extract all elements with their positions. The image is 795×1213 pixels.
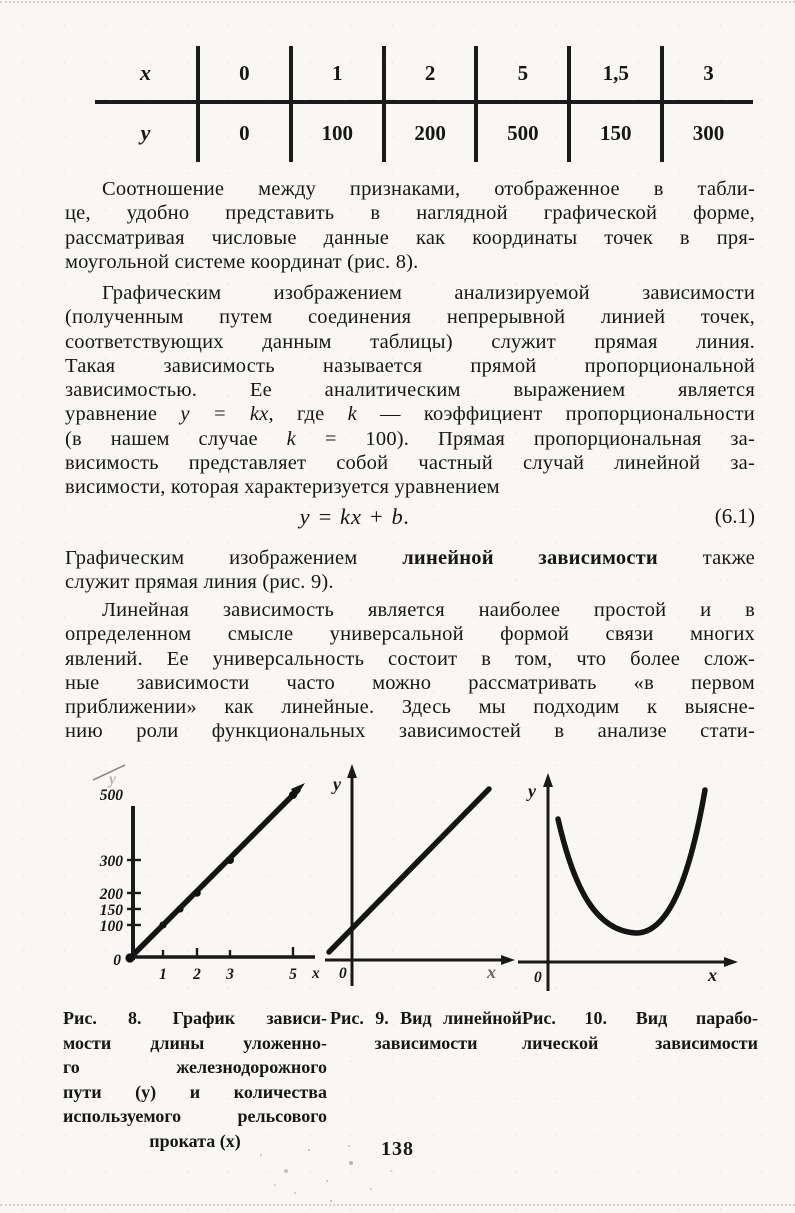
fig9-x-axis-arrowhead xyxy=(501,955,515,965)
figure-10-caption xyxy=(522,1006,758,1055)
table-cell: 300 xyxy=(660,104,753,162)
svg-text:200: 200 xyxy=(99,886,123,903)
fig10-y-axis-label: y xyxy=(528,781,536,801)
paragraph-line: висимость представляет собой частный случай линейной за- xyxy=(65,452,755,475)
fig10-y-axis-arrowhead xyxy=(543,773,553,787)
svg-text:300: 300 xyxy=(99,853,123,870)
text-segment: , где xyxy=(268,403,348,426)
table-cell: 1 xyxy=(289,46,382,100)
scan-noise-speckles xyxy=(230,1140,232,1142)
caption-line: используемого рельсового xyxy=(63,1106,327,1126)
paragraph-line: приближении» как линейные. Здесь мы подходим к выясне- xyxy=(65,696,755,719)
svg-text:0: 0 xyxy=(113,952,121,969)
caption-line: мости длины уложенно- xyxy=(63,1032,327,1053)
svg-text:100: 100 xyxy=(99,918,123,935)
paragraph-line: (полученным путем соединения непрерывной линией точек, xyxy=(65,306,755,329)
paragraph-4 xyxy=(65,598,755,744)
paragraph-line: нию роли функциональных зависимостей в анализе стати- xyxy=(65,720,755,743)
fig8-data-line xyxy=(130,790,298,958)
svg-text:5: 5 xyxy=(289,966,297,983)
table-cell: 1,5 xyxy=(567,46,660,100)
figure-9-plot xyxy=(325,762,520,994)
equation-formula: y = kx + b. xyxy=(299,504,411,529)
paragraph-line xyxy=(65,546,755,570)
display-equation xyxy=(65,504,755,540)
figure-8-plot xyxy=(65,758,330,1000)
table-row-y xyxy=(95,104,753,162)
paragraph-line: явлений. Ее универсальность состоит в том, что более слож- xyxy=(65,647,755,670)
equation-number: (6.1) xyxy=(714,504,755,528)
paragraph-line: зависимостью. Ее аналитическим выражением является xyxy=(65,379,755,402)
fig9-origin-label: 0 xyxy=(339,965,347,982)
svg-text:2: 2 xyxy=(193,966,201,983)
paragraph-line: соответствующих данным таблицы) служит прямая линия. xyxy=(65,330,755,353)
bold-phrase: линейной зависимости xyxy=(402,547,658,569)
fig10-origin-label: 0 xyxy=(534,969,542,986)
fig8-x-axis-label: x xyxy=(312,965,320,982)
paragraph-1 xyxy=(65,177,755,274)
inline-formula: y = kx xyxy=(180,403,269,426)
text-segment: уравнение xyxy=(65,403,181,426)
caption-line: зависимости xyxy=(374,1032,478,1053)
fig8-x-tick-labels xyxy=(159,966,297,983)
svg-text:500: 500 xyxy=(99,787,123,804)
paragraph-line: ные зависимости часто можно рассматривать «в первом xyxy=(65,671,755,694)
xy-data-table xyxy=(95,46,753,162)
caption-line: Рис. 10. Вид парабо- xyxy=(522,1008,758,1028)
text-segment: (в нашем случае xyxy=(65,427,287,450)
figure-8-caption xyxy=(63,1006,327,1153)
caption-line: лической зависимости xyxy=(522,1032,758,1053)
caption-line: Рис. 8. График зависи- xyxy=(63,1008,327,1028)
paragraph-line xyxy=(65,402,755,426)
scan-edge-bottom xyxy=(0,1204,795,1206)
table-row-label-y: y xyxy=(140,120,151,145)
fig9-y-axis-arrowhead xyxy=(347,764,357,778)
svg-text:3: 3 xyxy=(226,966,234,983)
svg-text:1: 1 xyxy=(159,966,167,983)
fig8-y-axis-label: y xyxy=(109,771,116,788)
fig10-parabola-curve xyxy=(558,790,705,933)
paragraph-line: Графическим изображением анализируемой зависимости xyxy=(102,282,755,304)
paragraph-3 xyxy=(65,546,755,595)
text-segment: также xyxy=(657,547,755,569)
table-cell: 200 xyxy=(382,104,475,162)
table-cell: 5 xyxy=(474,46,567,100)
paragraph-line: рассматривая числовые данные как координаты точек в пря- xyxy=(65,226,755,249)
table-cell: 150 xyxy=(567,104,660,162)
text-segment: = 100). Прямая пропорциональная за- xyxy=(295,427,755,450)
scan-edge-top xyxy=(0,1,795,3)
text-segment: Графическим изображением xyxy=(65,547,403,569)
fig8-smudge-mark xyxy=(93,765,125,788)
paragraph-line: определенном смысле универсальной формой связи многих xyxy=(65,623,755,646)
table-row-x xyxy=(95,46,753,100)
table-row-label-x: x xyxy=(140,60,151,85)
inline-variable: k xyxy=(286,427,296,450)
paragraph-line: моугольной системе координат (рис. 8). xyxy=(65,250,419,273)
inline-variable: k xyxy=(347,403,357,426)
fig8-y-tick-labels xyxy=(99,787,124,969)
paragraph-line: це, удобно представить в наглядной графической форме, xyxy=(65,202,755,225)
page-number: 138 xyxy=(381,1138,414,1160)
caption-line: пути (у) и количества xyxy=(63,1081,327,1102)
fig10-x-axis-arrowhead xyxy=(724,957,738,967)
table-cell: 0 xyxy=(196,104,289,162)
figure-9-caption xyxy=(330,1006,522,1055)
paragraph-line xyxy=(65,427,755,451)
table-cell: 3 xyxy=(660,46,753,100)
table-cell: 0 xyxy=(196,46,289,100)
table-cell: 2 xyxy=(382,46,475,100)
paragraph-line: служит прямая линия (рис. 9). xyxy=(65,571,334,594)
caption-line: проката (х) xyxy=(149,1130,241,1151)
svg-text:150: 150 xyxy=(99,902,123,919)
table-cell: 100 xyxy=(289,104,382,162)
table-cell: 500 xyxy=(474,104,567,162)
fig10-x-axis-label: x xyxy=(708,965,717,985)
caption-line: го железнодорожного xyxy=(63,1057,327,1077)
fig9-x-axis-label: x xyxy=(487,962,496,982)
fig9-y-axis-label: y xyxy=(333,774,341,794)
caption-line: Рис. 9. Вид линейной xyxy=(330,1008,522,1028)
figure-10-plot xyxy=(518,753,763,1000)
paragraph-line: Соотношение между признаками, отображенное в табли- xyxy=(102,178,755,200)
paragraph-line: Такая зависимость называется прямой пропорциональной xyxy=(65,354,755,377)
paragraph-2 xyxy=(65,281,755,500)
text-segment: — коэффициент пропорциональности xyxy=(356,403,755,426)
paragraph-line: висимости, которая характеризуется уравнением xyxy=(65,476,500,499)
paragraph-line: Линейная зависимость является наиболее простой и в xyxy=(102,599,755,621)
